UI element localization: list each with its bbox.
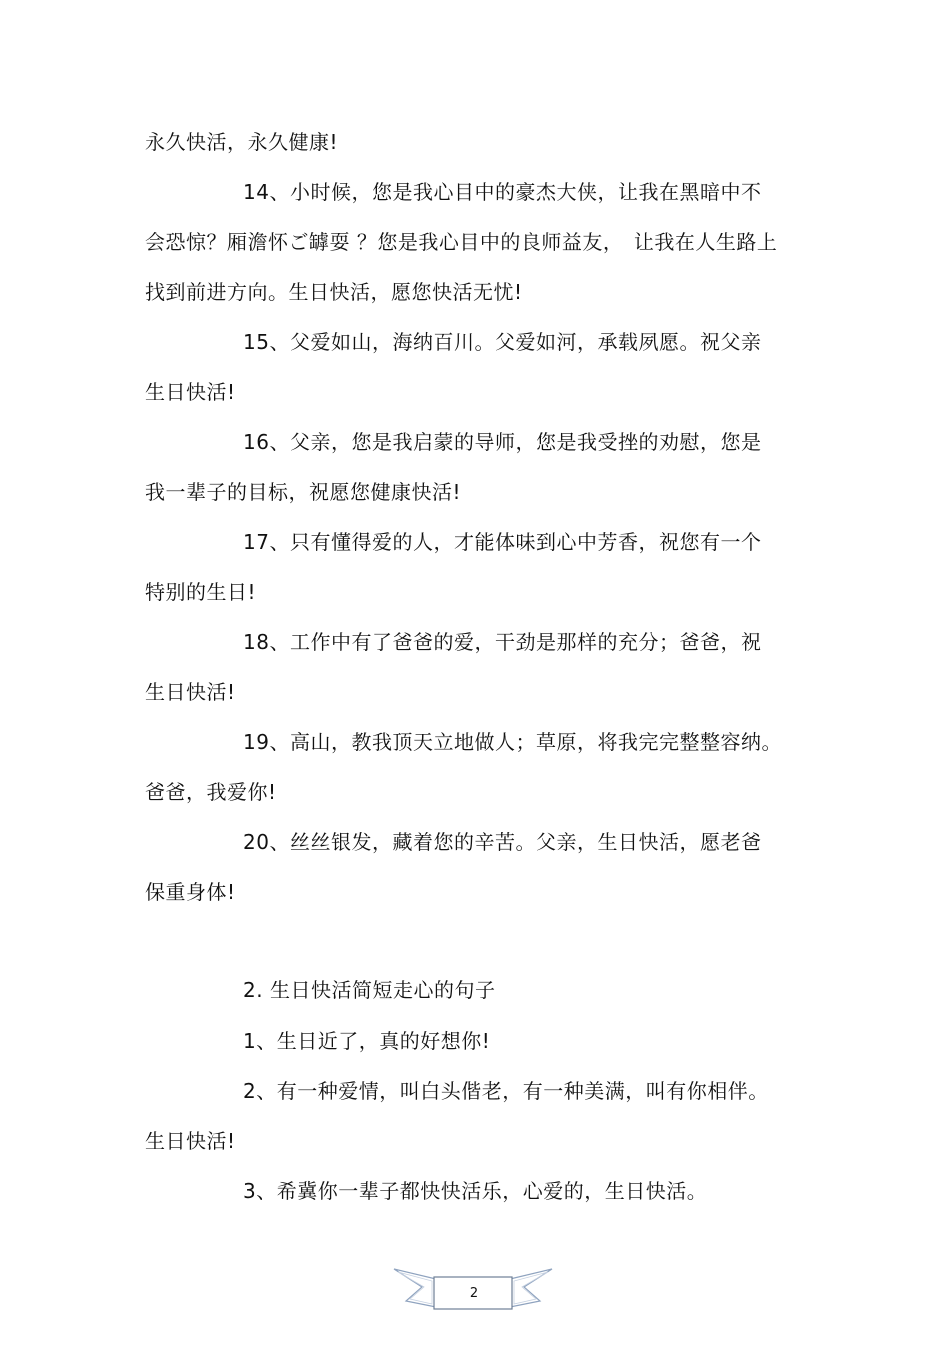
- text-line: 15、父爱如山，海纳百川。父爱如河，承载夙愿。祝父亲: [243, 330, 762, 354]
- text-line: 生日快活!: [145, 680, 236, 704]
- text-line: 1、生日近了，真的好想你!: [243, 1029, 491, 1053]
- page-number: 2: [469, 1286, 479, 1301]
- text-line: 特别的生日!: [145, 580, 257, 604]
- text-line: 18、工作中有了爸爸的爱，干劲是那样的充分；爸爸，祝: [243, 630, 762, 654]
- text-line: 我一辈子的目标，祝愿您健康快活!: [145, 480, 462, 504]
- text-line: 找到前进方向。生日快活，愿您快活无忧!: [145, 280, 523, 304]
- text-line: 爸爸，我爱你!: [145, 780, 277, 804]
- text-line: 16、父亲，您是我启蒙的导师，您是我受挫的劝慰，您是: [243, 430, 762, 454]
- text-line: 生日快活!: [145, 380, 236, 404]
- text-line: 永久快活，永久健康!: [145, 130, 339, 154]
- text-line: 生日快活!: [145, 1129, 236, 1153]
- text-line: 19、高山，教我顶天立地做人；草原，将我完完整整容纳。: [243, 730, 782, 754]
- section-heading: 2. 生日快活简短走心的句子: [243, 978, 496, 1002]
- text-line: 2、有一种爱情，叫白头偕老，有一种美满，叫有你相伴。: [243, 1079, 769, 1103]
- text-line: 保重身体!: [145, 880, 236, 904]
- text-line: 17、只有懂得爱的人，才能体味到心中芳香，祝您有一个: [243, 530, 762, 554]
- text-line: 会恐惊？厢澹怀ご罅耍 ？您是我心目中的良师益友， 让我在人生路上: [145, 230, 778, 254]
- text-line: 20、丝丝银发，藏着您的辛苦。父亲，生日快活，愿老爸: [243, 830, 762, 854]
- text-line: 3、希冀你一辈子都快快活乐，心爱的，生日快活。: [243, 1179, 708, 1203]
- text-line: 14、小时候，您是我心目中的豪杰大侠，让我在黑暗中不: [243, 180, 762, 204]
